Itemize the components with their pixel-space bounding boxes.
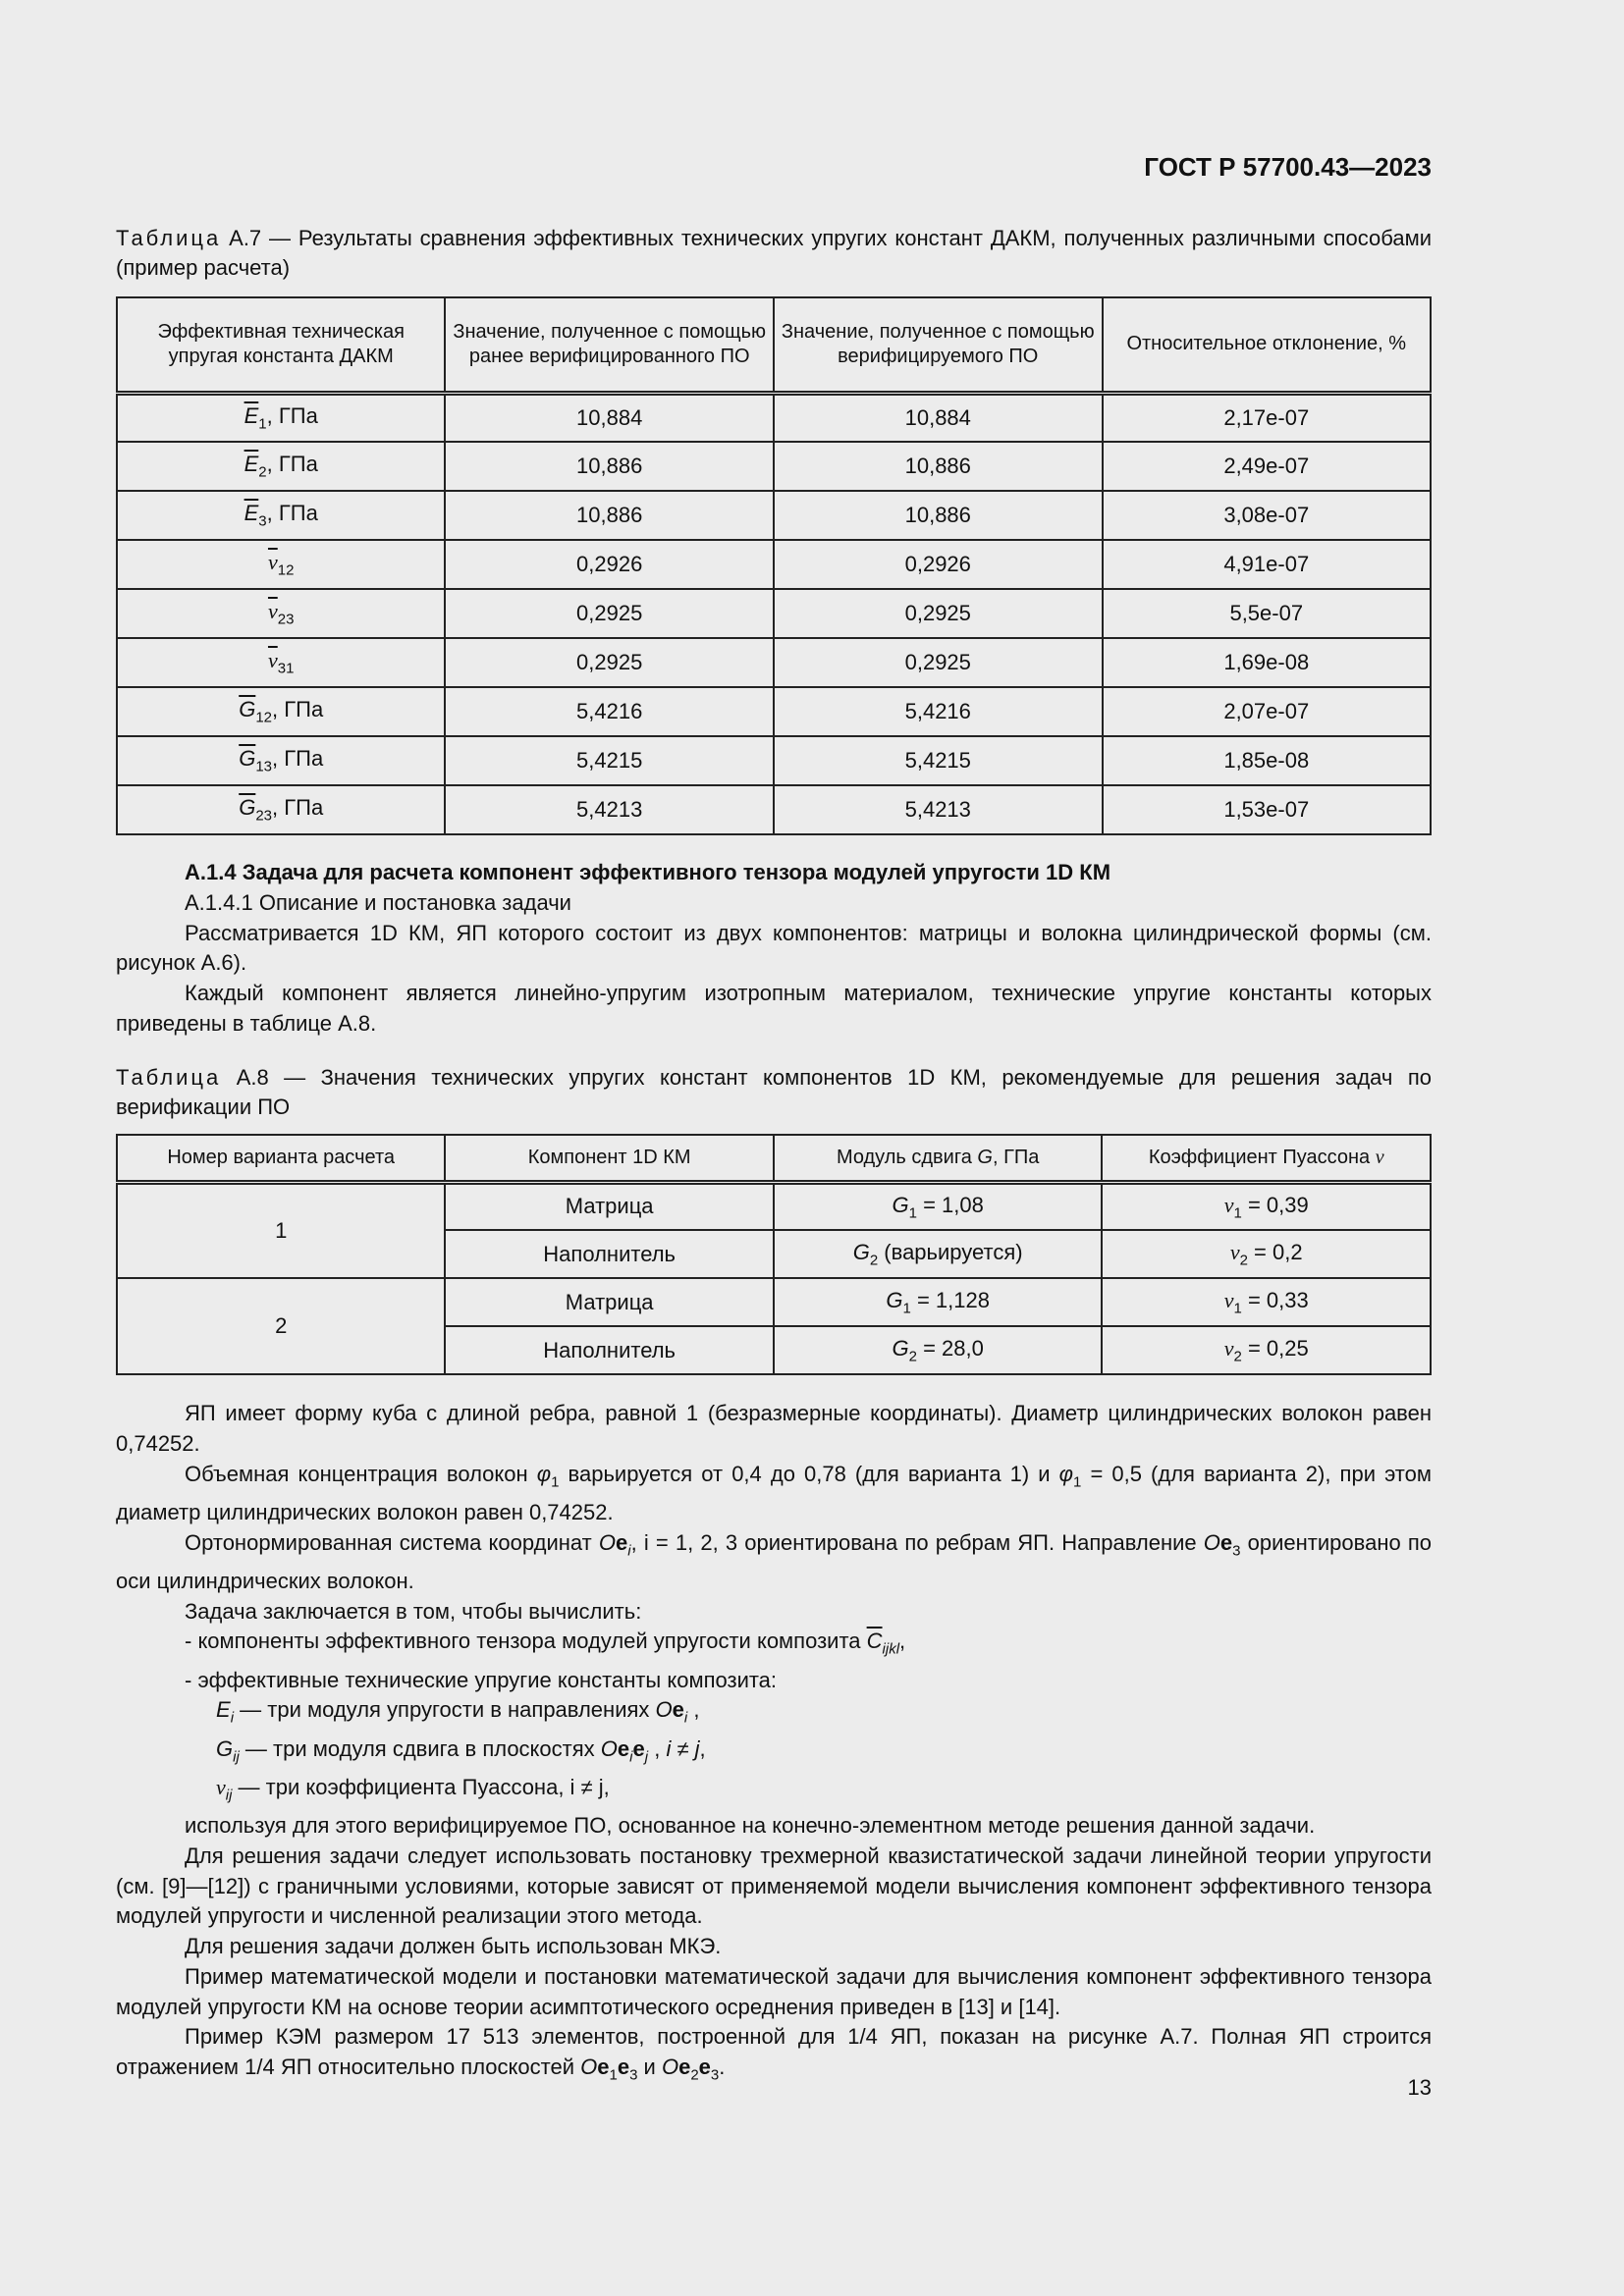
list-subitem: $\nu_{ij}$ — три коэффициента Пуассона, i ≠ j,: [216, 1774, 610, 1804]
caption-label: Таблица: [116, 226, 222, 250]
value-cell: 0,2925: [445, 589, 774, 638]
deviation-cell: 2,49e-07: [1103, 442, 1431, 491]
variant-number-cell: 1: [117, 1182, 445, 1278]
constant-name-cell: $\overline{\nu}_{23}$: [117, 589, 445, 638]
shear-modulus-cell: $G_2$ (варьируется): [774, 1230, 1103, 1278]
section-subheading: А.1.4.1 Описание и постановка задачи: [185, 889, 571, 915]
deviation-cell: 1,85e-08: [1103, 736, 1431, 785]
paragraph: используя для этого верифицируемое ПО, основанное на конечно-элементном методе решения данной задачи.: [185, 1812, 1316, 1838]
paragraph: Пример математической модели и постановки математической задачи для вычисления компонент эффективного тензора модулей упругости КМ на основе теории асимптотического осреднения приведен в [13] и [14].: [116, 1963, 1432, 2019]
table-row: [117, 589, 1431, 638]
list-subitem: $G_{ij}$ — три модуля сдвига в плоскостях $Oe_ie_j$ , i ≠ j,: [216, 1735, 706, 1765]
deviation-cell: 1,53e-07: [1103, 785, 1431, 834]
value-cell: 10,884: [445, 393, 774, 442]
constant-name-cell: $\overline{G}_{13}$, ГПа: [117, 736, 445, 785]
table-a7: [116, 296, 1432, 835]
page-number: 13: [1407, 2075, 1432, 2100]
value-cell: 10,886: [774, 491, 1103, 540]
paragraph: Пример КЭМ размером 17 513 элементов, построенной для 1/4 ЯП, показан на рисунке А.7. Полная ЯП строится отражением 1/4 ЯП относительно плоскостей $Oe_1e_3$ и $Oe_2e_3$.: [116, 2024, 1432, 2084]
table-header-cell: Номер варианта расчета: [117, 1135, 445, 1182]
value-cell: 0,2925: [774, 638, 1103, 687]
paragraph: ЯП имеет форму куба с длиной ребра, равной 1 (безразмерные координаты). Диаметр цилиндрических волокон равен 0,74252.: [116, 1401, 1432, 1456]
deviation-cell: 2,17e-07: [1103, 393, 1431, 442]
table-header-cell: Модуль сдвига G, ГПа: [774, 1135, 1103, 1182]
value-cell: 10,886: [445, 491, 774, 540]
caption-text: А.8 — Значения технических упругих констант компонентов 1D КМ, рекомендуемые для решения задач по верификации ПО: [116, 1065, 1432, 1119]
value-cell: 10,886: [445, 442, 774, 491]
caption-text: А.7 — Результаты сравнения эффективных технических упругих констант ДАКМ, полученных различными способами (пример расчета): [116, 226, 1432, 280]
table-row: [117, 785, 1431, 834]
value-cell: 5,4213: [445, 785, 774, 834]
document-number: ГОСТ Р 57700.43—2023: [1144, 152, 1432, 182]
paragraph: Рассматривается 1D КМ, ЯП которого состоит из двух компонентов: матрицы и волокна цилиндрической формы (см. рисунок А.6).: [116, 920, 1432, 976]
table-header-cell: Значение, полученное с помощью ранее верифицированного ПО: [445, 297, 774, 393]
deviation-cell: 2,07e-07: [1103, 687, 1431, 736]
value-cell: 10,886: [774, 442, 1103, 491]
poisson-ratio-cell: $\nu_2 = 0,25$: [1102, 1326, 1431, 1374]
section-heading: А.1.4 Задача для расчета компонент эффективного тензора модулей упругости 1D КМ: [185, 860, 1111, 884]
value-cell: 5,4216: [774, 687, 1103, 736]
caption-label: Таблица: [116, 1065, 222, 1090]
constant-name-cell: $\overline{E}_3$, ГПа: [117, 491, 445, 540]
constant-name-cell: $\overline{E}_1$, ГПа: [117, 393, 445, 442]
shear-modulus-cell: $G_1 = 1,08$: [774, 1182, 1103, 1230]
table-row: [117, 638, 1431, 687]
table-header-cell: Значение, полученное с помощью верифицируемого ПО: [774, 297, 1103, 393]
value-cell: 5,4213: [774, 785, 1103, 834]
table-row: [117, 736, 1431, 785]
paragraph: Для решения задачи следует использовать постановку трехмерной квазистатической задачи линейной теории упругости (см. [9]—[12]) с граничными условиями, которые зависят от применяемой модели вычисления компонент эффективного тензора модулей упругости и численной реализации этого метода.: [116, 1842, 1432, 1929]
table-a7-caption: [116, 224, 1432, 283]
shear-modulus-cell: $G_2 = 28,0$: [774, 1326, 1103, 1374]
poisson-ratio-cell: $\nu_1 = 0,33$: [1102, 1278, 1431, 1326]
value-cell: 0,2925: [774, 589, 1103, 638]
constant-name-cell: $\overline{G}_{23}$, ГПа: [117, 785, 445, 834]
value-cell: 10,884: [774, 393, 1103, 442]
paragraph: Ортонормированная система координат $Oe_i$, i = 1, 2, 3 ориентирована по ребрам ЯП. Направление $Oe_3$ ориентировано по оси цилиндрических волокон.: [116, 1529, 1432, 1593]
table-a8-caption: [116, 1063, 1432, 1122]
main-text: [116, 1399, 1432, 2091]
constant-name-cell: $\overline{E}_2$, ГПа: [117, 442, 445, 491]
table-row: [117, 687, 1431, 736]
table-header-cell: Компонент 1D КМ: [445, 1135, 774, 1182]
constant-name-cell: $\overline{\nu}_{12}$: [117, 540, 445, 589]
table-row: [117, 442, 1431, 491]
shear-modulus-cell: $G_1 = 1,128$: [774, 1278, 1103, 1326]
value-cell: 5,4216: [445, 687, 774, 736]
constant-name-cell: $\overline{G}_{12}$, ГПа: [117, 687, 445, 736]
deviation-cell: 1,69e-08: [1103, 638, 1431, 687]
list-subitem: $E_i$ — три модуля упругости в направлениях $Oe_i$ ,: [216, 1697, 700, 1727]
component-cell: Матрица: [445, 1182, 774, 1230]
variant-number-cell: 2: [117, 1278, 445, 1374]
paragraph: Для решения задачи должен быть использован МКЭ.: [185, 1934, 722, 1959]
list-item: - эффективные технические упругие константы композита:: [185, 1667, 778, 1692]
table-header-cell: Эффективная техническая упругая константа ДАКМ: [117, 297, 445, 393]
value-cell: 0,2926: [445, 540, 774, 589]
value-cell: 5,4215: [445, 736, 774, 785]
value-cell: 0,2925: [445, 638, 774, 687]
paragraph: Каждый компонент является линейно-упругим изотропным материалом, технические упругие константы которых приведены в таблице А.8.: [116, 981, 1432, 1036]
paragraph: Объемная концентрация волокон $\varphi_1$ варьируется от 0,4 до 0,78 (для варианта 1) и $\varphi_1 = 0,5$ (для варианта 2), при этом диаметр цилиндрических волокон равен 0,74252.: [116, 1461, 1432, 1524]
poisson-ratio-cell: $\nu_2 = 0,2$: [1102, 1230, 1431, 1278]
component-cell: Наполнитель: [445, 1326, 774, 1374]
list-item: - компоненты эффективного тензора модулей упругости композита $\overline{C}_{ijkl}$,: [185, 1629, 906, 1658]
table-header-cell: Относительное отклонение, %: [1103, 297, 1431, 393]
value-cell: 0,2926: [774, 540, 1103, 589]
table-row: [117, 393, 1431, 442]
table-row: [117, 491, 1431, 540]
table-header-cell: Коэффициент Пуассона ν: [1102, 1135, 1431, 1182]
section-a14: [116, 858, 1432, 1040]
value-cell: 5,4215: [774, 736, 1103, 785]
deviation-cell: 4,91e-07: [1103, 540, 1431, 589]
table-a8: [116, 1134, 1432, 1375]
poisson-ratio-cell: $\nu_1 = 0,39$: [1102, 1182, 1431, 1230]
table-row: [117, 540, 1431, 589]
deviation-cell: 3,08e-07: [1103, 491, 1431, 540]
deviation-cell: 5,5e-07: [1103, 589, 1431, 638]
paragraph: Задача заключается в том, чтобы вычислить:: [185, 1598, 642, 1624]
constant-name-cell: $\overline{\nu}_{31}$: [117, 638, 445, 687]
component-cell: Матрица: [445, 1278, 774, 1326]
component-cell: Наполнитель: [445, 1230, 774, 1278]
